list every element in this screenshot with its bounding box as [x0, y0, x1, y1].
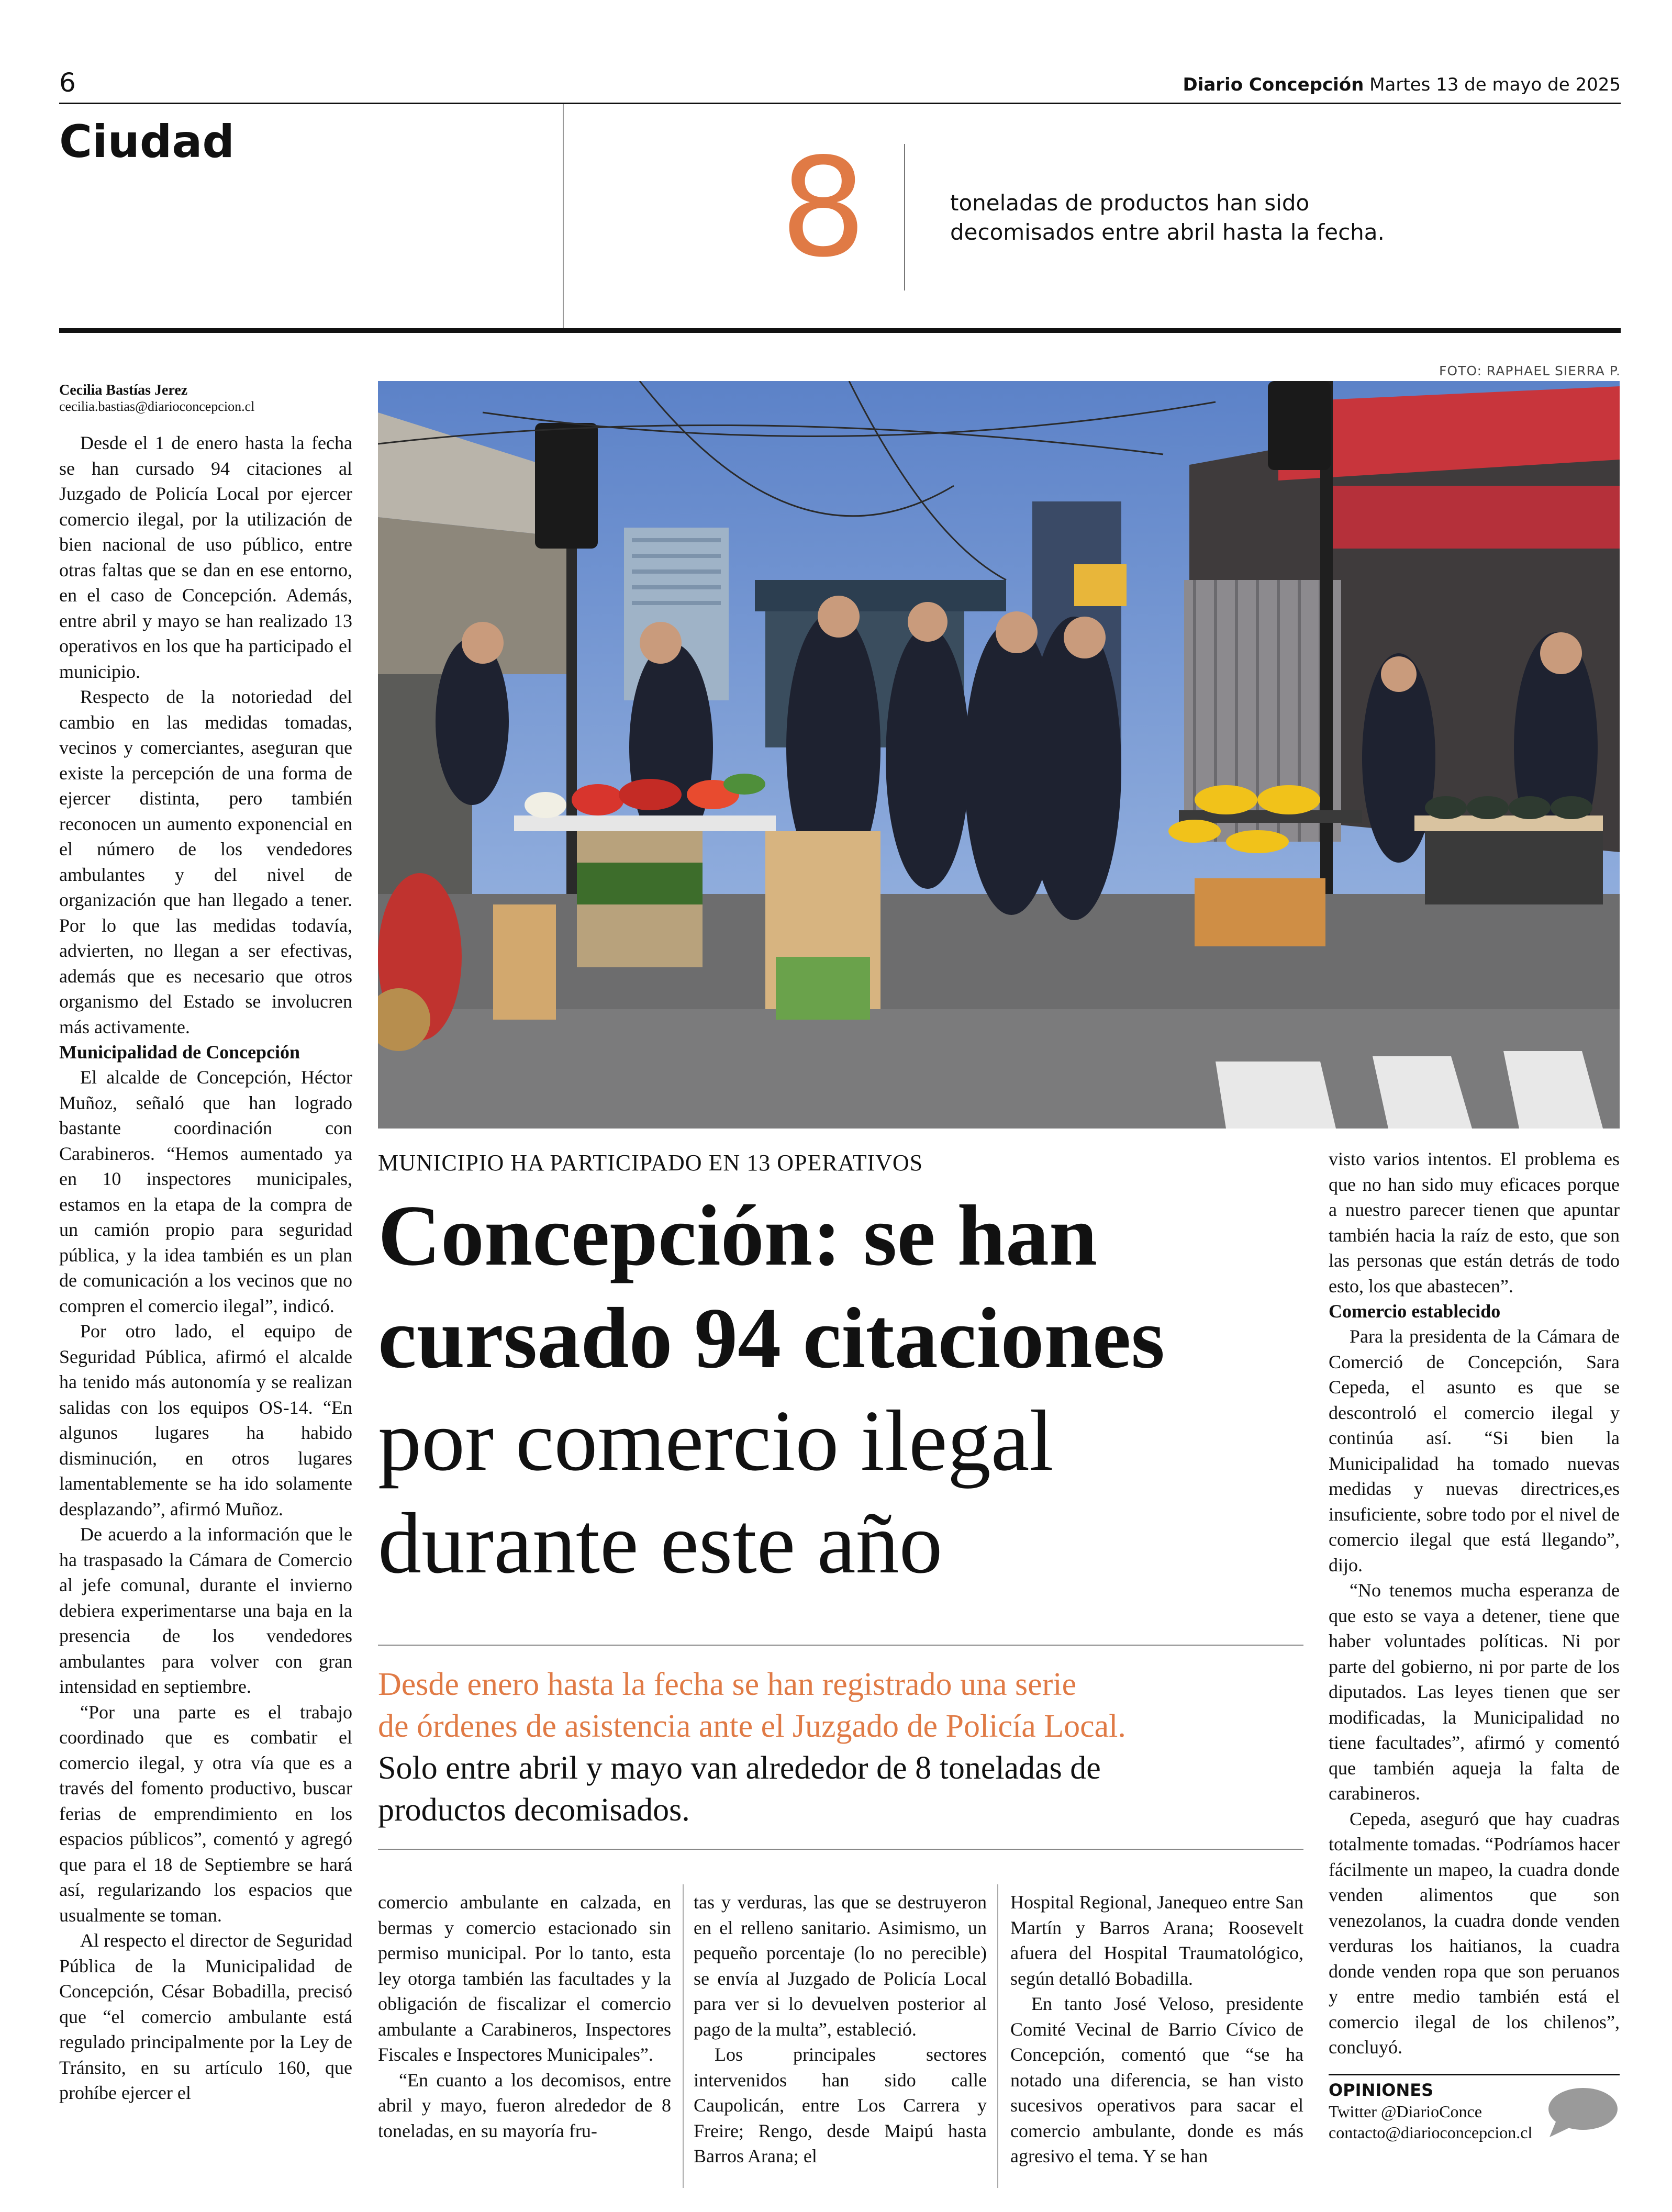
- col1-paragraph-7: Al respecto el director de Seguridad Pública de la Municipalidad de Concepción, César Bobadilla, precisó que “el comercio ambulante está regulado principalmente por la Ley de Tránsito, en su artículo 160, que prohíbe ejercer el: [59, 1930, 352, 2103]
- lead-line-3: Solo entre abril y mayo van alrededor de 8 toneladas de: [378, 1750, 1101, 1786]
- lead-rule-top: [378, 1645, 1303, 1646]
- headline-line-3: por comercio ilegal: [378, 1392, 1054, 1489]
- col1-paragraph-3: El alcalde de Concepción, Héctor Muñoz, señaló que han logrado bastante coordinación con Carabineros. “Hemos aumentado ya en 10 inspectores municipales, estamos en la etapa de la compra de un camión propio para seguridad pública, y la idea también es un plan de comunicación a los vecinos que no compren el comercio ilegal”, indicó.: [59, 1067, 352, 1316]
- col4-paragraph-2: En tanto José Veloso, presidente Comité Vecinal de Barrio Cívico de Concepción, comentó que “se ha notado una diferencia, se han visto sucesivos operativos para sacar el comercio ambulante, donde es más agresivo el tema. Y se han: [1010, 1993, 1303, 2166]
- opinions-title: OPINIONES: [1329, 2080, 1434, 2100]
- article-column-4: [1010, 1890, 1303, 2169]
- stat-number: 8: [780, 129, 867, 287]
- col3-paragraph-2: Los principales sectores intervenidos han sido calle Caupolicán, entre Los Carrera y Freire; Rengo, desde Maipú hasta Barros Arana; el: [694, 2044, 987, 2166]
- col5-paragraph-4: Cepeda, aseguró que hay cuadras totalmente tomadas. “Podríamos hacer fácilmente un mapeo, la cuadra donde venden alimentos que son venezolanos, la cuadra donde venden verduras los haitianos, la cuadra donde venden ropa que son peruanos y entre medio también está el comercio ilegal de los chilenos”, concluyó.: [1329, 1808, 1620, 2058]
- column-divider-2: [683, 1884, 684, 2188]
- stat-caption-line-1: toneladas de productos han sido: [950, 190, 1310, 216]
- header-rule: [59, 103, 1621, 104]
- col5-subhead: Comercio establecido: [1329, 1301, 1501, 1322]
- col1-paragraph-1: Desde el 1 de enero hasta la fecha se han cursado 94 citaciones al Juzgado de Policía Local por ejercer comercio ilegal, por la utilización de bien nacional de uso público, entre otras faltas que se dan en ese entorno, en el caso de Concepción. Además, entre abril y mayo se han realizado 13 operativos en los que ha participado el municipio.: [59, 432, 352, 682]
- col1-subhead: Municipalidad de Concepción: [59, 1042, 300, 1063]
- lead-rule-bottom: [378, 1849, 1303, 1850]
- street-market-photo: [378, 381, 1620, 1129]
- col2-paragraph-1: comercio ambulante en calzada, en bermas y comercio estacionado sin permiso municipal. Por lo tanto, esta ley otorga también las facultades y la obligación de fiscalizar el comercio ambulante a Carabineros, Inspectores Fiscales e Inspectores Municipales”.: [378, 1892, 671, 2065]
- speech-bubble-icon: [1544, 2086, 1620, 2141]
- headline-line-1: Concepción: se han: [378, 1187, 1098, 1283]
- article-column-3: [694, 1890, 987, 2169]
- article-kicker: MUNICIPIO HA PARTICIPADO EN 13 OPERATIVOS: [378, 1150, 923, 1176]
- article-column-1: [59, 430, 352, 2106]
- stat-divider: [904, 144, 905, 291]
- article-lead: [378, 1663, 1310, 1831]
- masthead-line: [1183, 73, 1621, 96]
- col5-paragraph-3: “No tenemos mucha esperanza de que esto se vaya a detener, tiene que haber voluntades políticas. Ni por parte del gobierno, ni por parte de los diputados. Las leyes tienen que ser modificadas, la Municipalidad no tiene facultades”, afirmó y comentó que también aqueja la falta de carabineros.: [1329, 1580, 1620, 1804]
- opinions-twitter[interactable]: Twitter @DiarioConce: [1329, 2102, 1482, 2121]
- author-name: Cecilia Bastías Jerez: [59, 382, 188, 398]
- section-title: Ciudad: [59, 116, 235, 168]
- lead-highlight-line-1: Desde enero hasta la fecha se han registrado una serie: [378, 1667, 1077, 1702]
- author-byline: [59, 382, 352, 415]
- photo-credit: FOTO: RAPHAEL SIERRA P.: [1439, 363, 1621, 378]
- col1-paragraph-4: Por otro lado, el equipo de Seguridad Pública, afirmó el alcalde ha tenido más autonomía y se realizan salidas con los equipos OS-14. “En algunos lugares ha habido disminución, en otros lugares lamentablemente se ha ido solamente desplazando”, afirmó Muñoz.: [59, 1321, 352, 1520]
- opinions-rule: [1329, 2074, 1620, 2075]
- section-rule: [59, 328, 1621, 333]
- col1-paragraph-5: De acuerdo a la información que le ha traspasado la Cámara de Comercio al jefe comunal, durante el invierno debiera experimentarse una baja en la presencia de los vendedores ambulantes para volver con gran intensidad en septiembre.: [59, 1524, 352, 1697]
- stat-caption: [950, 188, 1385, 247]
- issue-date: Martes 13 de mayo de 2025: [1369, 74, 1621, 95]
- lead-line-4: productos decomisados.: [378, 1792, 690, 1828]
- column-divider-3: [997, 1884, 998, 2188]
- header-divider: [563, 104, 564, 328]
- col5-paragraph-1: visto varios intentos. El problema es que no han sido muy eficaces porque a nuestro parecer tienen que apuntar también hacia la raíz de esto, que son las personas que están detrás de todo esto, los que abastecen”.: [1329, 1148, 1620, 1297]
- lead-highlight-line-2: de órdenes de asistencia ante el Juzgado de Policía Local.: [378, 1708, 1126, 1744]
- headline-line-2: cursado 94 citaciones: [378, 1290, 1165, 1386]
- col3-paragraph-1: tas y verduras, las que se destruyeron en el relleno sanitario. Asimismo, un pequeño porcentaje (lo no perecible) se envía al Juzgado de Policía Local para ver si lo devuelven posterior al pago de la multa”, estableció.: [694, 1892, 987, 2040]
- newspaper-name: Diario Concepción: [1183, 74, 1364, 95]
- col2-paragraph-2: “En cuanto a los decomisos, entre abril y mayo, fueron alrededor de 8 toneladas, en su mayoría fru-: [378, 2069, 671, 2141]
- opinions-email[interactable]: contacto@diarioconcepcion.cl: [1329, 2123, 1533, 2142]
- col4-paragraph-1: Hospital Regional, Janequeo entre San Martín y Barros Arana; Roosevelt afuera del Hospital Traumatológico, según detalló Bobadilla.: [1010, 1892, 1303, 1989]
- headline-line-4: durante este año: [378, 1495, 943, 1591]
- article-headline: [378, 1184, 1310, 1594]
- author-email[interactable]: cecilia.bastias@diarioconcepcion.cl: [59, 399, 255, 414]
- article-column-2: [378, 1890, 671, 2143]
- article-column-5: [1329, 1146, 1620, 2060]
- col5-paragraph-2: Para la presidenta de la Cámara de Comerció de Concepción, Sara Cepeda, el asunto es que se descontroló el comercio ilegal y continúa así. “Si bien la Municipalidad ha tomado nuevas medidas y nuevas directrices,es insuficiente, sobre todo por el nivel de comercio ilegal que está llegando”, dijo.: [1329, 1326, 1620, 1576]
- page-number: 6: [59, 68, 76, 98]
- stat-caption-line-2: decomisados entre abril hasta la fecha.: [950, 219, 1385, 245]
- col1-paragraph-2: Respecto de la notoriedad del cambio en las medidas tomadas, vecinos y comerciantes, aseguran que existe la percepción de una forma de ejercer distinta, pero también reconocen un aumento exponencial en el número de los vendedores ambulantes y del nivel de organización que han llegado a tener. Por lo que las medidas todavía, advierten, no llegan a ser efectivas, además que es necesario que otros organismo del Estado se involucren más activamente.: [59, 686, 352, 1037]
- col1-paragraph-6: “Por una parte es el trabajo coordinado que es combatir el comercio ilegal, y otra vía que es a través del fomento productivo, buscar ferias de emprendimiento en los espacios públicos”, comentó y agregó que para el 18 de Septiembre se hará así, regularizando los espacios que usualmente se toman.: [59, 1701, 352, 1926]
